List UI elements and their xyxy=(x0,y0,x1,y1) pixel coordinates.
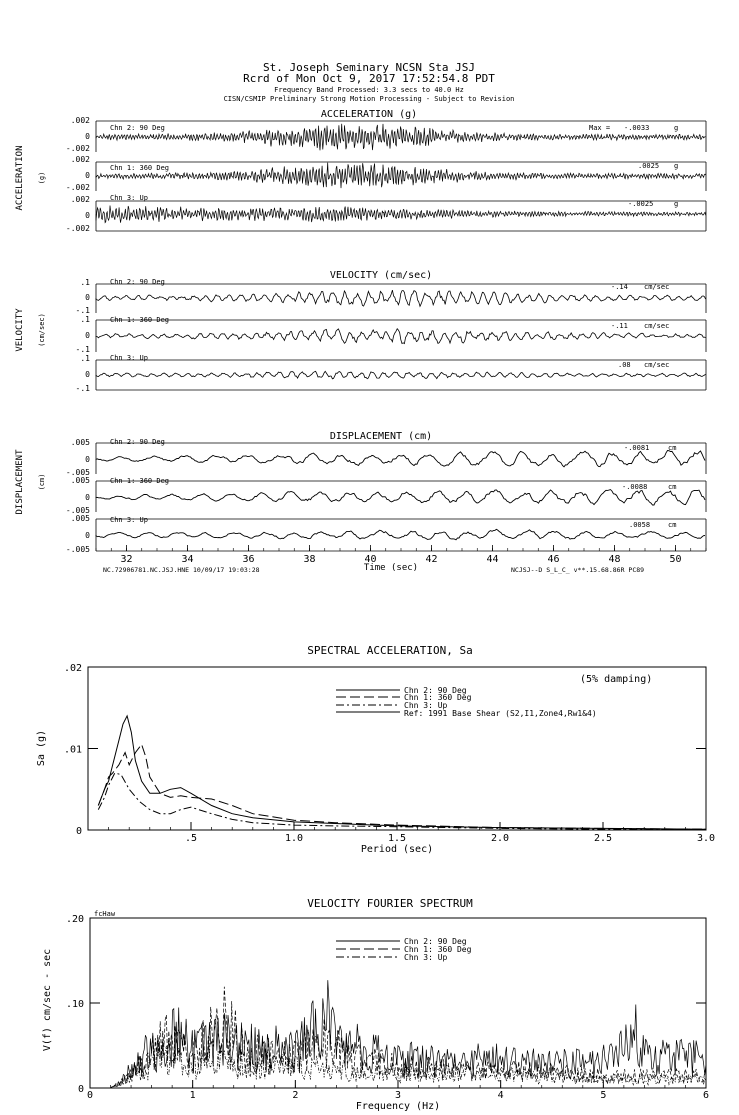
spectral-acceleration-chart xyxy=(36,644,715,855)
acc-tick-bottom: -.002 xyxy=(65,224,90,233)
sa-y-tick-label: 0 xyxy=(75,826,82,837)
fs-ticks xyxy=(66,914,709,1101)
disp-channel-1: Chn 2: 90 Deg xyxy=(110,438,165,446)
disp-unit-2: cm xyxy=(668,483,677,491)
vel-peak-1: -.14 xyxy=(611,283,628,291)
disp-tick-zero: 0 xyxy=(85,531,90,540)
time-tick-label: 40 xyxy=(364,554,377,565)
disp-channel-2: Chn 1: 360 Deg xyxy=(110,477,170,485)
time-tick-label: 34 xyxy=(181,554,194,565)
sa-legend-label-2: Chn 1: 360 Deg xyxy=(404,693,472,702)
acc-tick-bottom: -.002 xyxy=(65,144,90,153)
acc-unit-3: g xyxy=(674,200,679,208)
time-tick-label: 42 xyxy=(425,554,438,565)
disp-peak-1: -.0081 xyxy=(624,444,650,452)
vel-peak-3: .08 xyxy=(618,361,631,369)
vel-channel-1: Chn 2: 90 Deg xyxy=(110,278,165,286)
vel-unit-3: cm/sec xyxy=(644,361,670,369)
sa-series-line-1 xyxy=(98,716,706,829)
acc-channel-1: Chn 2: 90 Deg xyxy=(110,124,165,132)
sa-y-tick-label: .01 xyxy=(63,744,82,756)
acc-peak-2: .0025 xyxy=(638,162,660,170)
acceleration-panel xyxy=(15,109,706,233)
disp-tick-bottom: -.005 xyxy=(65,506,90,515)
acc-tick-top: .002 xyxy=(70,195,90,204)
fs-x-tick-label: 5 xyxy=(600,1090,607,1101)
acc-tick-zero: 0 xyxy=(85,132,90,141)
disp-trace-chn2 xyxy=(96,451,705,467)
disp-peak-3: .0058 xyxy=(629,521,651,529)
sa-series-line-3 xyxy=(98,773,706,829)
sa-x-tick-label: 1.5 xyxy=(387,833,407,844)
fs-legend-label-1: Chn 2: 90 Deg xyxy=(404,937,467,946)
sa-series-line-2 xyxy=(98,744,706,829)
fs-y-tick-label: 0 xyxy=(77,1084,84,1095)
vel-trace-chn3 xyxy=(96,371,706,379)
time-axis-label: Time (sec) xyxy=(363,563,419,573)
disp-peak-2: -.0088 xyxy=(622,483,648,491)
disp-tick-top: .005 xyxy=(70,438,90,447)
fs-series-group xyxy=(102,980,706,1088)
time-tick-label: 50 xyxy=(669,554,682,565)
vel-channel-3: Chn 3: Up xyxy=(110,354,148,362)
velocity-ylabel: VELOCITY xyxy=(15,308,25,352)
acc-tick-zero: 0 xyxy=(85,171,90,180)
vel-peak-2: -.11 xyxy=(611,322,628,330)
time-tick-label: 48 xyxy=(608,554,621,565)
fs-xlabel: Frequency (Hz) xyxy=(355,1101,441,1112)
fs-y-tick-label: .10 xyxy=(65,999,84,1010)
disp-tick-bottom: -.005 xyxy=(65,468,90,477)
footer-left: NC.72906781.NC.JSJ.HNE 10/09/17 19:03:28 xyxy=(103,566,260,574)
sa-x-tick-label: 2.5 xyxy=(593,833,613,844)
time-tick-label: 38 xyxy=(303,554,316,565)
displacement-title: DISPLACEMENT (cm) xyxy=(329,431,433,442)
sa-series-group xyxy=(98,716,706,829)
displacement-ylabel: DISPLACEMENT xyxy=(15,449,25,515)
fs-title: VELOCITY FOURIER SPECTRUM xyxy=(307,897,473,910)
time-axis-ticks xyxy=(96,545,706,565)
velocity-title: VELOCITY (cm/sec) xyxy=(329,270,433,281)
velocity-yunit: (cm/sec) xyxy=(38,313,46,347)
vel-tick-top: .1 xyxy=(80,315,90,324)
sa-legend-label-3: Chn 3: Up xyxy=(404,701,448,710)
sa-x-tick-label: 3.0 xyxy=(696,833,716,844)
vel-channel-2: Chn 1: 360 Deg xyxy=(110,316,170,324)
footer-right: NCJSJ--D S_L_C_ v**.15.68.86R PC89 xyxy=(511,566,645,574)
disp-unit-3: cm xyxy=(668,521,677,529)
acceleration-max-label: Max = xyxy=(589,124,611,132)
fs-x-tick-label: 3 xyxy=(394,1090,402,1101)
disp-tick-zero: 0 xyxy=(85,493,90,502)
acc-tick-top: .002 xyxy=(70,116,90,125)
sa-x-tick-label: .5 xyxy=(184,833,198,844)
sa-x-tick-label: 1.0 xyxy=(284,833,304,844)
acc-peak-1: -.0033 xyxy=(624,124,650,132)
vel-tick-zero: 0 xyxy=(85,370,90,379)
acc-tick-bottom: -.002 xyxy=(65,183,90,192)
acc-channel-2: Chn 1: 360 Deg xyxy=(110,164,170,172)
acc-tick-zero: 0 xyxy=(85,211,90,220)
vel-tick-top: .1 xyxy=(80,278,90,287)
velocity-panel xyxy=(15,270,706,393)
acc-trace-chn2 xyxy=(96,124,706,151)
time-tick-label: 32 xyxy=(120,554,133,565)
acceleration-yunit: (g) xyxy=(38,171,46,185)
acc-unit-1: g xyxy=(674,124,679,132)
fs-x-tick-label: 4 xyxy=(497,1090,504,1101)
displacement-yunit: (cm) xyxy=(38,473,46,491)
fs-x-tick-label: 1 xyxy=(189,1090,196,1101)
fs-x-tick-label: 2 xyxy=(292,1090,299,1101)
sa-legend-label-4: Ref: 1991 Base Shear (S2,I1,Zone4,Rw1&4) xyxy=(404,709,597,718)
vel-tick-bottom: -.1 xyxy=(75,345,90,354)
acc-peak-3: -.0025 xyxy=(628,200,654,208)
header-line-3: Frequency Band Processed: 3.3 secs to 40.0 Hz xyxy=(274,86,464,94)
disp-trace-chn1 xyxy=(96,490,705,505)
disp-trace-chn3 xyxy=(96,529,705,540)
vel-trace-chn1 xyxy=(96,329,706,344)
displacement-panel xyxy=(15,431,706,574)
disp-tick-bottom: -.005 xyxy=(65,545,90,554)
header-line-2: Rcrd of Mon Oct 9, 2017 17:52:54.8 PDT xyxy=(243,72,495,85)
disp-tick-zero: 0 xyxy=(85,455,90,464)
fs-corner-label: fcHaw xyxy=(94,910,116,918)
sa-legend xyxy=(336,686,597,718)
time-tick-label: 46 xyxy=(547,554,560,565)
sa-ylabel: Sa (g) xyxy=(36,729,47,767)
sa-legend-label-1: Chn 2: 90 Deg xyxy=(404,686,467,695)
fs-x-tick-label: 6 xyxy=(702,1090,710,1101)
fs-ylabel: V(f) cm/sec - sec xyxy=(42,948,53,1052)
fs-y-tick-label: .20 xyxy=(65,914,84,925)
time-tick-label: 44 xyxy=(486,554,499,565)
sa-xlabel: Period (sec) xyxy=(360,844,434,855)
disp-unit-1: cm xyxy=(668,444,677,452)
acceleration-title: ACCELERATION (g) xyxy=(320,109,418,120)
header-line-4: CISN/CSMIP Preliminary Strong Motion Processing - Subject to Revision xyxy=(223,95,515,103)
fs-x-tick-label: 0 xyxy=(86,1090,94,1101)
sa-y-tick-label: .02 xyxy=(63,663,82,674)
acc-unit-2: g xyxy=(674,162,679,170)
fourier-spectrum-chart xyxy=(42,897,709,1112)
sa-frame xyxy=(88,667,706,830)
vel-trace-chn2 xyxy=(96,290,706,306)
fs-legend-label-3: Chn 3: Up xyxy=(404,953,448,962)
fs-legend-label-2: Chn 1: 360 Deg xyxy=(404,945,472,954)
sa-annotation: (5% damping) xyxy=(580,674,653,685)
acc-trace-chn3 xyxy=(96,206,706,223)
acceleration-ylabel: ACCELERATION xyxy=(15,145,25,211)
sa-x-tick-label: 2.0 xyxy=(490,833,510,844)
time-tick-label: 36 xyxy=(242,554,255,565)
vel-tick-bottom: -.1 xyxy=(75,384,90,393)
vel-unit-1: cm/sec xyxy=(644,283,670,291)
vel-tick-bottom: -.1 xyxy=(75,306,90,315)
vel-tick-zero: 0 xyxy=(85,293,90,302)
disp-tick-top: .005 xyxy=(70,514,90,523)
vel-tick-top: .1 xyxy=(80,354,90,363)
fs-legend xyxy=(336,937,472,962)
disp-tick-top: .005 xyxy=(70,476,90,485)
acc-tick-top: .002 xyxy=(70,155,90,164)
disp-channel-3: Chn 3: Up xyxy=(110,516,148,524)
sa-title: SPECTRAL ACCELERATION, Sa xyxy=(307,644,473,657)
fs-series-line-1 xyxy=(102,980,706,1088)
vel-tick-zero: 0 xyxy=(85,331,90,340)
header-line-1: St. Joseph Seminary NCSN Sta JSJ xyxy=(263,61,475,74)
vel-unit-2: cm/sec xyxy=(644,322,670,330)
acc-channel-3: Chn 3: Up xyxy=(110,194,148,202)
acc-trace-chn1 xyxy=(96,163,706,189)
